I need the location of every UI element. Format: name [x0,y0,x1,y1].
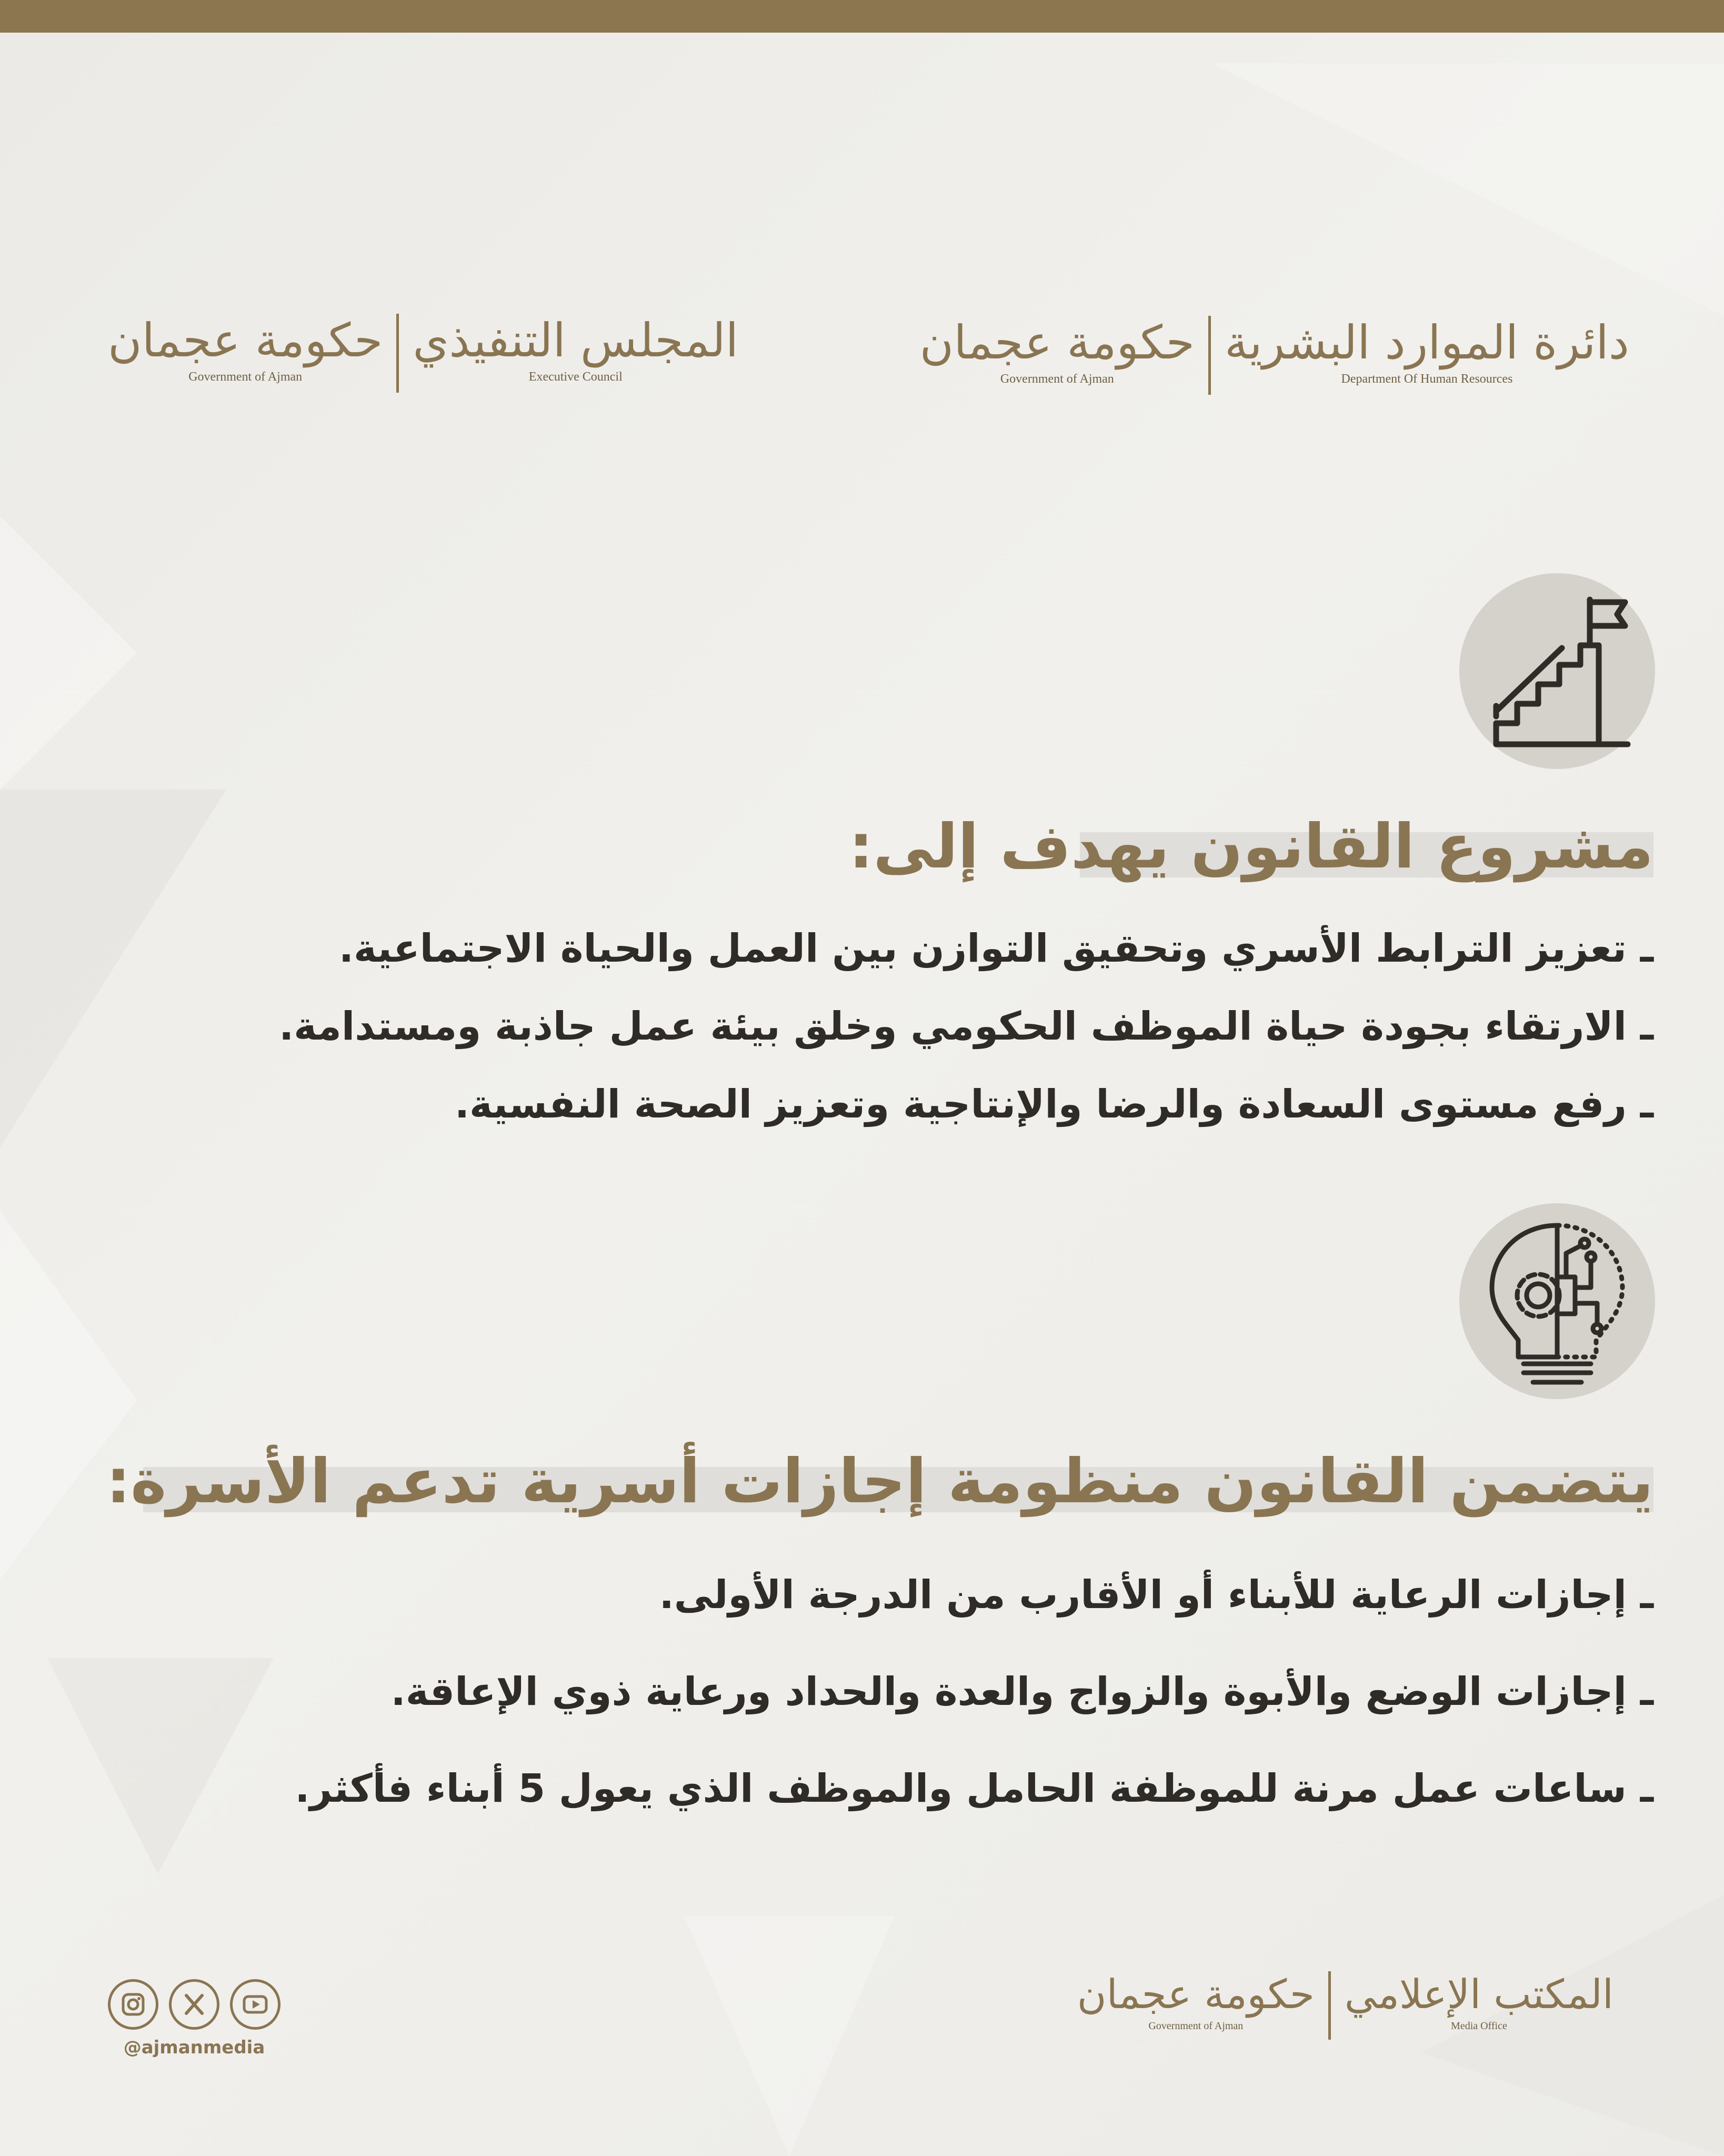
social-handle[interactable]: @ajmanmedia [123,2037,265,2058]
government-of-ajman-logo [920,316,1195,386]
executive-council-arabic: المجلس التنفيذي [413,313,739,367]
section2-heading: يتضمن القانون منظومة إجازات أسرية تدعم الأسرة: [106,1446,1653,1517]
hr-department-english: Department Of Human Resources [1341,372,1513,386]
lightbulb-gear-circuit-icon [1459,1203,1655,1399]
government-english: Government of Ajman [188,370,303,384]
list-item: ـ الارتقاء بجودة حياة الموظف الحكومي وخلق بيئة عمل جاذبة ومستدامة. [279,1004,1653,1049]
government-english: Government of Ajman [1148,2020,1244,2032]
stairs-flag-icon [1459,573,1655,769]
list-item: ـ تعزيز الترابط الأسري وتحقيق التوازن بين العمل والحياة الاجتماعية. [338,926,1653,971]
hr-department-logo-group [920,316,1629,395]
section1-heading: مشروع القانون يهدف إلى: [848,811,1653,882]
logo-divider [1208,316,1211,395]
government-arabic: حكومة عجمان [919,315,1195,370]
instagram-icon[interactable] [108,1979,158,2030]
government-of-ajman-logo [1077,1971,1315,2032]
section1-heading-wrap [849,808,1653,885]
government-of-ajman-logo [108,314,383,384]
list-item: ـ إجازات الرعاية للأبناء أو الأقارب من الدرجة الأولى. [659,1572,1653,1618]
youtube-icon[interactable] [230,1979,280,2030]
logo-divider [396,314,399,393]
media-office-logo-group [1077,1971,1613,2040]
list-item: ـ إجازات الوضع والأبوة والزواج والعدة والحداد ورعاية ذوي الإعاقة. [390,1669,1653,1714]
government-english: Government of Ajman [1000,372,1114,386]
media-office-arabic: المكتب الإعلامي [1344,1971,1613,2018]
x-icon[interactable] [169,1979,219,2030]
section2-heading-wrap [106,1443,1653,1520]
section2-leave-list [295,1546,1653,1837]
section1-goals-list [279,910,1653,1143]
hr-department-arabic: دائرة الموارد البشرية [1224,315,1629,370]
executive-council-logo [413,314,738,384]
social-media-links [108,1979,280,2030]
list-item: ـ رفع مستوى السعادة والرضا والإنتاجية وتعزيز الصحة النفسية. [454,1082,1653,1127]
executive-council-english: Executive Council [528,370,623,384]
government-arabic: حكومة عجمان [108,313,383,367]
media-office-english: Media Office [1451,2020,1507,2032]
government-arabic: حكومة عجمان [1077,1971,1315,2018]
logo-divider [1328,1971,1331,2040]
executive-council-logo-group [108,314,738,393]
hr-department-logo [1225,316,1629,386]
list-item: ـ ساعات عمل مرنة للموظفة الحامل والموظف الذي يعول 5 أبناء فأكثر. [295,1766,1653,1811]
media-office-logo [1345,1971,1613,2032]
